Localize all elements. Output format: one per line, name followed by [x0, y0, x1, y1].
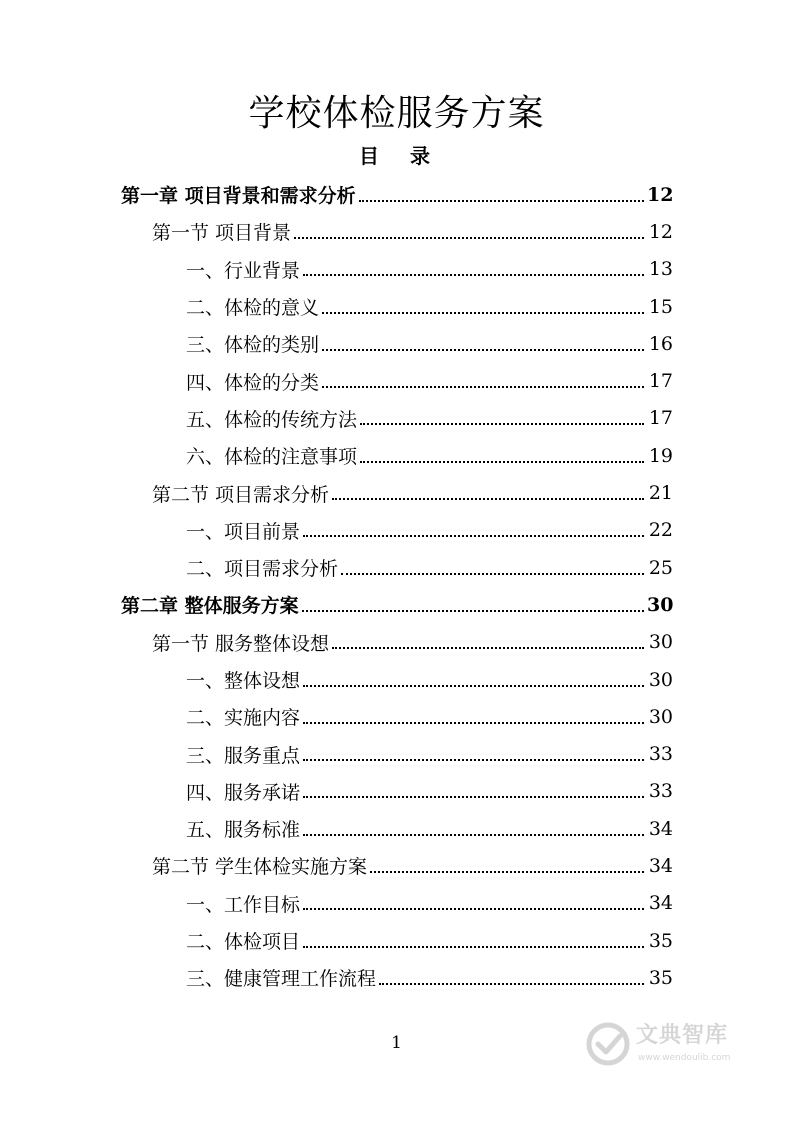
toc-chapter-entry[interactable]: [0, 586, 793, 623]
toc-page-number: 30: [648, 631, 673, 654]
toc-page-number: 21: [648, 482, 673, 505]
toc-dot-leader: [302, 610, 644, 612]
toc-page-number: 13: [648, 258, 673, 281]
toc-dot-leader: [303, 908, 644, 910]
document-title: 学校体检服务方案: [248, 93, 545, 134]
toc-dot-leader: [303, 685, 644, 687]
toc-entry-text: 一、工作目标: [186, 893, 301, 916]
toc-page-number: 19: [648, 444, 673, 467]
toc-dot-leader: [322, 386, 644, 388]
toc-entry-text: 第一章 项目背景和需求分析: [121, 185, 356, 208]
toc-dot-leader: [303, 722, 644, 724]
toc-page-number: 15: [648, 295, 673, 318]
toc-section-entry[interactable]: [0, 213, 793, 250]
toc-entry-text: 四、服务承诺: [186, 781, 301, 804]
toc-dot-leader: [303, 946, 644, 948]
watermark: [586, 1016, 756, 1076]
toc-dot-leader: [303, 834, 644, 836]
toc-dot-leader: [370, 871, 644, 873]
toc-entry-text: 第二节 项目需求分析: [152, 483, 330, 506]
toc-subsection-entry[interactable]: [0, 698, 793, 735]
toc-chapter-entry[interactable]: [0, 176, 793, 213]
toc-dot-leader: [360, 461, 644, 463]
toc-entry-text: 二、体检的意义: [186, 297, 320, 320]
toc-subsection-entry[interactable]: [0, 885, 793, 922]
toc-subsection-entry[interactable]: [0, 549, 793, 586]
watermark-url: www.wendoulib.com: [638, 1053, 731, 1063]
toc-entry-text: 三、健康管理工作流程: [186, 968, 377, 991]
page-number: 1: [391, 1033, 402, 1053]
toc-subsection-entry[interactable]: [0, 288, 793, 325]
toc-entry-text: 第一节 服务整体设想: [152, 632, 330, 655]
toc-page-number: 16: [648, 332, 673, 355]
toc-entry-text: 六、体检的注意事项: [186, 446, 358, 469]
toc-subsection-entry[interactable]: [0, 512, 793, 549]
toc-page-number: 30: [648, 668, 673, 691]
toc-page-number: 22: [648, 519, 673, 542]
toc-entry-text: 二、体检项目: [186, 931, 301, 954]
toc-page-number: 33: [648, 780, 673, 803]
toc-entry-text: 一、行业背景: [186, 259, 301, 282]
toc-dot-leader: [332, 647, 644, 649]
toc-subsection-entry[interactable]: [0, 661, 793, 698]
toc-page-number: 12: [648, 220, 673, 243]
toc-dot-leader: [322, 349, 644, 351]
toc-page-number: 35: [648, 966, 673, 989]
toc-section-entry[interactable]: [0, 624, 793, 661]
watermark-name: 文典智库: [636, 1023, 729, 1048]
toc-subsection-entry[interactable]: [0, 325, 793, 362]
toc-dot-leader: [359, 200, 644, 202]
toc-subsection-entry[interactable]: [0, 362, 793, 399]
toc-dot-leader: [341, 573, 644, 575]
toc-entry-text: 三、体检的类别: [186, 334, 320, 357]
toc-dot-leader: [332, 498, 644, 500]
toc-subsection-entry[interactable]: [0, 959, 793, 996]
toc-dot-leader: [303, 535, 644, 537]
toc-entry-text: 五、服务标准: [186, 819, 301, 842]
toc-subsection-entry[interactable]: [0, 437, 793, 474]
toc-page-number: 17: [648, 370, 673, 393]
toc-heading: 目 录: [359, 144, 442, 168]
toc-entry-text: 四、体检的分类: [186, 371, 320, 394]
toc-entry-text: 一、项目前景: [186, 520, 301, 543]
toc-entry-text: 三、服务重点: [186, 744, 301, 767]
toc-entry-text: 二、项目需求分析: [186, 558, 339, 581]
toc-page-number: 30: [647, 593, 674, 616]
toc-page-number: 34: [648, 854, 673, 877]
toc-entry-text: 第一节 项目背景: [152, 222, 292, 245]
toc-entry-text: 第二节 学生体检实施方案: [152, 856, 368, 879]
toc-subsection-entry[interactable]: [0, 251, 793, 288]
toc-dot-leader: [303, 796, 644, 798]
toc-dot-leader: [360, 423, 644, 425]
table-of-contents: [0, 176, 793, 997]
toc-entry-text: 五、体检的传统方法: [186, 408, 358, 431]
toc-entry-text: 第二章 整体服务方案: [121, 595, 299, 618]
toc-page-number: 17: [648, 407, 673, 430]
toc-section-entry[interactable]: [0, 474, 793, 511]
toc-section-entry[interactable]: [0, 847, 793, 884]
toc-page-number: 34: [648, 817, 673, 840]
toc-dot-leader: [294, 237, 644, 239]
toc-subsection-entry[interactable]: [0, 400, 793, 437]
toc-dot-leader: [379, 983, 644, 985]
toc-page-number: 30: [648, 705, 673, 728]
toc-subsection-entry[interactable]: [0, 922, 793, 959]
toc-dot-leader: [303, 759, 644, 761]
toc-dot-leader: [303, 274, 644, 276]
toc-page-number: 34: [648, 892, 673, 915]
toc-page-number: 12: [647, 183, 674, 206]
wendou-logo-icon: [586, 1022, 630, 1070]
toc-subsection-entry[interactable]: [0, 773, 793, 810]
toc-page-number: 25: [648, 556, 673, 579]
toc-dot-leader: [322, 312, 644, 314]
toc-page-number: 35: [648, 929, 673, 952]
toc-page-number: 33: [648, 743, 673, 766]
toc-entry-text: 一、整体设想: [186, 670, 301, 692]
toc-subsection-entry[interactable]: [0, 735, 793, 772]
toc-entry-text: 二、实施内容: [186, 707, 301, 730]
toc-subsection-entry[interactable]: [0, 810, 793, 847]
